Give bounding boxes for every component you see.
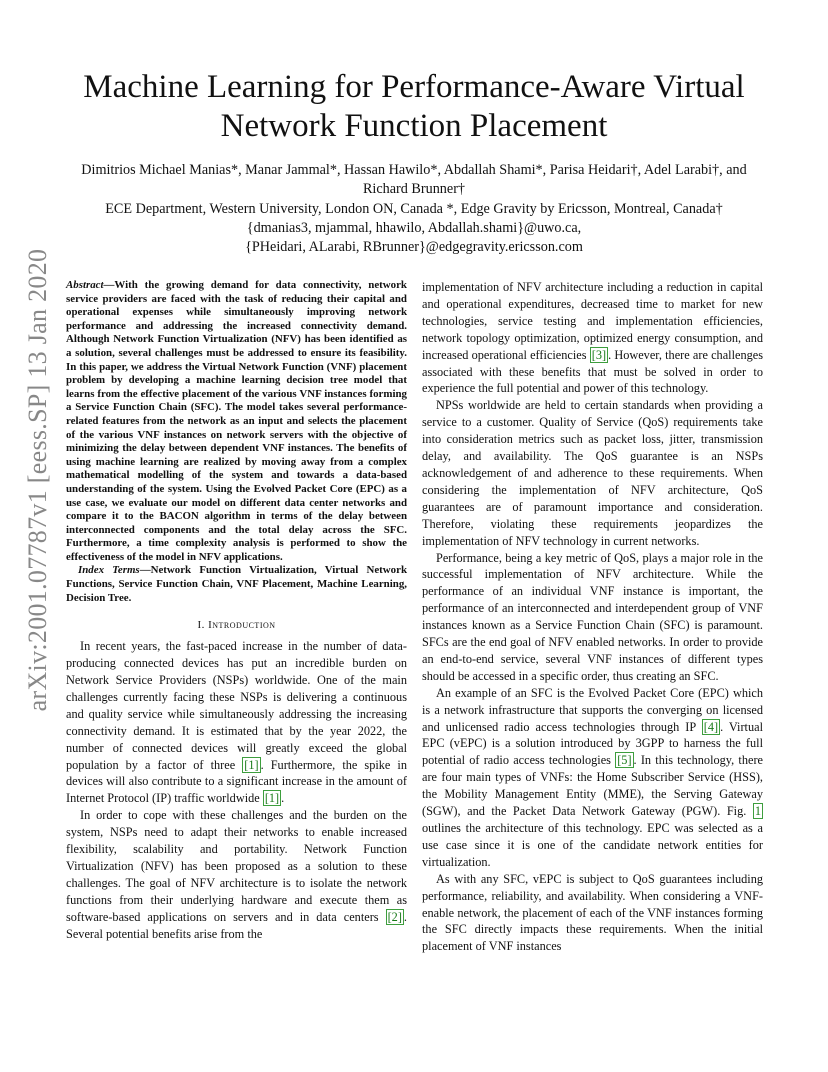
index-terms <box>66 564 407 605</box>
paragraph <box>66 638 407 807</box>
paragraph <box>422 397 763 549</box>
paper-title: Machine Learning for Performance-Aware Virtual Network Function Placement <box>83 69 745 144</box>
paragraph-text: Performance, being a key metric of QoS, plays a major role in the successful implementation of NFV architecture. While the performance of an individual VNF instance is important, the performance of an interconnected and interdependent group of VNF instances known as a Service Function Chain (SFC) is paramount. SFCs are the end goal of NFV enabled networks. In order to provide an end-to-end service, several VNF instances of different types should be accessed in a specific order, thus creating an SFC. <box>422 550 763 683</box>
email-line-2: {PHeidari, ALarabi, RBrunner}@edgegravity.ericsson.com <box>245 239 583 255</box>
abstract-text: —With the growing demand for data connectivity, network service providers are faced with the task of reducing their capital and operational expenses while simultaneously improving network performance and addressing the increased connectivity demand. Although Network Function Virtualization (NFV) has been identified as a solution, several challenges must be addressed to ensure its feasibility. In this paper, we address the Virtual Network Function (VNF) placement problem by developing a machine learning decision tree model that learns from the effective placement of the various VNF instances forming a Service Function Chain (SFC). The model takes several performance-related features from the network as an input and selects the placement of the various VNF instances on network servers with the objective of minimizing the delay between dependent VNF instances. The benefits of using machine learning are realized by moving away from a complex mathematical modelling of the system and towards a data-based understanding of the system. Using the Evolved Packet Core (EPC) as a use case, we evaluate our model on different data center networks and compare it to the BACON algorithm in terms of the delay between interconnected components and the total delay across the SFC. Furthermore, a time complexity analysis is performed to show the effectiveness of the model in NFV applications. <box>66 279 407 563</box>
citation-link[interactable]: [5] <box>617 753 632 768</box>
paragraph-text: . However, there are challenges associated with these benefits that must be solved in order to experience the full potential and power of this technology. <box>422 347 763 396</box>
citation-link[interactable]: [4] <box>703 719 719 734</box>
paragraph-text: . <box>281 791 285 806</box>
paragraph-text: . Virtual EPC (vEPC) is a solution introduced by 3GPP to harness the full potential of radio access technologies <box>422 719 763 768</box>
abstract <box>66 279 407 564</box>
paragraph <box>422 685 763 871</box>
email-line-1: {dmanias3, mjammal, hhawilo, Abdallah.shami}@uwo.ca, <box>246 220 582 236</box>
paragraph-text: As with any SFC, vEPC is subject to QoS guarantees including performance, reliability, and availability. When considering a VNF-enable network, the placement of each of the VNF instances forming the SFC directly impacts these requirements. When the initial placement of VNF instances <box>422 871 763 954</box>
paragraph <box>66 807 407 942</box>
index-terms-text: —Network Function Virtualization, Virtual Network Functions, Service Function Chain, VNF Placement, Machine Learning, Decision Tree. <box>66 564 408 604</box>
citation-link[interactable]: [1] <box>244 757 259 772</box>
author-list: Dimitrios Michael Manias*, Manar Jammal*, Hassan Hawilo*, Abdallah Shami*, Parisa Heidari†, Adel Larabi†, and Richard Brunner† <box>81 162 747 197</box>
affiliation-line: ECE Department, Western University, London ON, Canada *, Edge Gravity by Ericsson, Montreal, Canada† <box>105 201 723 217</box>
arxiv-stamp <box>18 248 58 712</box>
section-heading: I. Introduction <box>197 619 276 632</box>
paragraph <box>422 550 763 685</box>
arxiv-stamp-text: arXiv:2001.07787v1 [eess.SP] 13 Jan 2020 <box>23 248 52 712</box>
paragraph-text: . In this technology, there are four main types of VNFs: the Home Subscriber Service (HSS), the Mobility Management Entity (MME), the Serving Gateway (SGW), and the Packet Data Network Gateway (PGW). Fig. <box>422 753 764 819</box>
paragraph-text: An example of an SFC is the Evolved Packet Core (EPC) which is a network infrastructure that supports the converging on licensed and unlicensed radio access technologies through IP <box>422 685 763 734</box>
citation-link[interactable]: [1] <box>264 791 280 806</box>
paragraph-text: In recent years, the fast-paced increase in the number of data-producing connected devices has put an incredible burden on Network Service Providers (NSPs) worldwide. One of the main challenges currently facing these NSPs is delivering a continuous and quality service while simultaneously addressing the increasing connectivity demand. It is estimated that by the year 2022, the number of connected devices will greatly exceed the global population by a factor of three <box>66 639 407 772</box>
figure-link[interactable]: 1 <box>754 804 761 819</box>
paragraph-text: outlines the architecture of this technology. EPC was selected as a use case since it is one of the candidate network entities for virtualization. <box>422 821 763 869</box>
right-column <box>422 279 763 955</box>
index-terms-label: Index Terms <box>78 564 140 577</box>
paragraph-text: NPSs worldwide are held to certain standards when providing a service to a customer. Quality of Service (QoS) requirements take into consideration metrics such as packet loss, jitter, transmission delay, and availability. The QoS guarantee is an NSPs acknowledgement of and adherence to these requirements. When considering the implementation of NFV architecture, QoS guarantees are of paramount importance and consideration. Therefore, violating these requirements jeopardizes the implementation of NFV technology in current networks. <box>422 398 763 548</box>
paragraph <box>422 871 763 956</box>
left-column <box>66 279 407 942</box>
citation-link[interactable]: [3] <box>591 347 607 362</box>
affiliation-block <box>60 200 768 257</box>
paragraph-text: implementation of NFV architecture including a reduction in capital and operational expenditures, decreased time to market for new technologies, service testing and implementation efficiencies, network topology optimization, optimized energy consumption, and increased operational efficiencies <box>422 280 763 362</box>
citation-link[interactable]: [2] <box>387 909 402 924</box>
paragraph <box>422 279 763 397</box>
paragraph-text: . Several potential benefits arise from the <box>66 909 407 941</box>
paragraph-text: . Furthermore, the spike in devices will also contribute to a significant increase in the amount of Internet Protocol (IP) traffic worldwide <box>66 757 407 806</box>
abstract-label: Abstract <box>66 279 104 291</box>
paragraph-text: In order to cope with these challenges and the burden on the system, NSPs need to adapt their networks to enable increased flexibility, scalability and portability. Network Function Virtualization (NFV) has been proposed as a solution to these challenges. The goal of NFV architecture is to isolate the network functions from their underlying hardware and execute them as software-based applications on servers and in data centers <box>66 808 407 924</box>
